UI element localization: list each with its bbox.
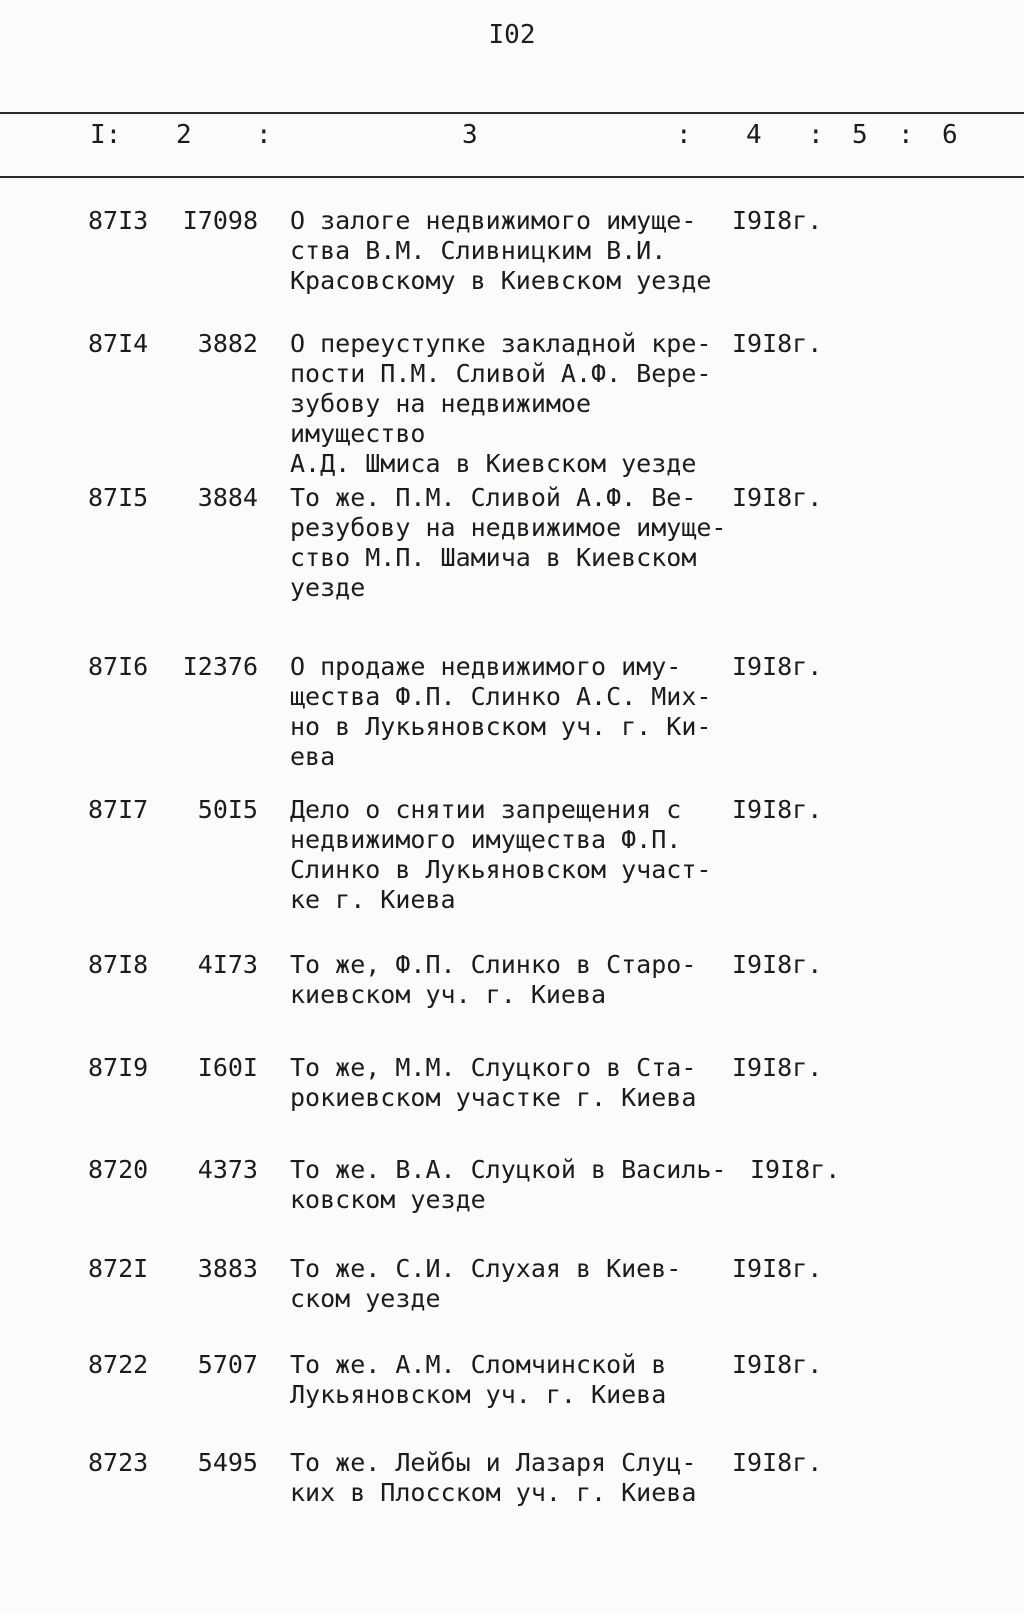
row-code: 50I5 — [197, 795, 258, 824]
row-description: Дело о снятии запрещения с недвижимого имущества Ф.П. Слинко в Лукьяновском участ- ке г. Киева — [290, 795, 712, 914]
header-col-2: 2 — [176, 120, 192, 150]
row-year: I9I8г. — [732, 652, 823, 681]
row-number: 87I7 — [88, 795, 149, 824]
row-number: 8722 — [88, 1350, 149, 1379]
row-number: 8720 — [88, 1155, 149, 1184]
row-code: 3883 — [197, 1254, 258, 1283]
row-description: То же. С.И. Слухая в Киев- ском уезде — [290, 1254, 682, 1313]
row-year: I9I8г. — [732, 950, 823, 979]
page-number: I02 — [488, 20, 536, 50]
header-separator: : — [256, 120, 272, 150]
row-year: I9I8г. — [732, 329, 823, 358]
row-code: 5707 — [197, 1350, 258, 1379]
row-number: 87I6 — [88, 652, 149, 681]
header-col-4: 4 — [746, 120, 762, 150]
row-number: 87I4 — [88, 329, 149, 358]
row-year: I9I8г. — [732, 206, 823, 235]
row-description: О переуступке закладной кре- пости П.М. Сливой А.Ф. Вере- зубову на недвижимое имущество А.Д. Шмиса в Киевском уезде — [290, 329, 712, 478]
row-number: 8723 — [88, 1448, 149, 1477]
row-description: То же. Лейбы и Лазаря Слуц- ких в Плосском уч. г. Киева — [290, 1448, 697, 1507]
row-year: I9I8г. — [732, 1448, 823, 1477]
header-col-3: 3 — [462, 120, 478, 150]
row-year: I9I8г. — [750, 1155, 841, 1184]
row-number: 872I — [88, 1254, 149, 1283]
header-col-1: I: — [90, 120, 122, 150]
row-number: 87I9 — [88, 1053, 149, 1082]
row-description: То же. П.М. Сливой А.Ф. Ве- резубову на недвижимое имуще- ство М.П. Шамича в Киевском уезде — [290, 483, 727, 602]
row-code: I2376 — [182, 652, 258, 681]
row-number: 87I5 — [88, 483, 149, 512]
row-year: I9I8г. — [732, 1254, 823, 1283]
header-col-5: 5 — [852, 120, 868, 150]
row-code: I60I — [197, 1053, 258, 1082]
header-separator: : — [676, 120, 692, 150]
header-bottom-rule — [0, 176, 1024, 178]
header-top-rule — [0, 112, 1024, 114]
header-separator: : — [898, 120, 914, 150]
header-col-6: 6 — [942, 120, 958, 150]
row-description: О продаже недвижимого иму- щества Ф.П. Слинко А.С. Мих- но в Лукьяновском уч. г. Ки- ева — [290, 652, 712, 771]
row-year: I9I8г. — [732, 483, 823, 512]
row-code: 4373 — [197, 1155, 258, 1184]
row-description: То же, Ф.П. Слинко в Старо- киевском уч. г. Киева — [290, 950, 697, 1009]
row-description: То же. В.А. Слуцкой в Василь- ковском уезде — [290, 1155, 727, 1214]
row-code: 3884 — [197, 483, 258, 512]
row-year: I9I8г. — [732, 1053, 823, 1082]
row-code: 5495 — [197, 1448, 258, 1477]
row-description: То же. А.М. Сломчинской в Лукьяновском уч. г. Киева — [290, 1350, 667, 1409]
row-number: 87I3 — [88, 206, 149, 235]
row-number: 87I8 — [88, 950, 149, 979]
row-code: 4I73 — [197, 950, 258, 979]
row-code: I7098 — [182, 206, 258, 235]
row-code: 3882 — [197, 329, 258, 358]
row-description: О залоге недвижимого имуще- ства В.М. Сливницким В.И. Красовскому в Киевском уезде — [290, 206, 712, 295]
row-year: I9I8г. — [732, 795, 823, 824]
row-description: То же, М.М. Слуцкого в Ста- рокиевском участке г. Киева — [290, 1053, 697, 1112]
row-year: I9I8г. — [732, 1350, 823, 1379]
header-separator: : — [808, 120, 824, 150]
